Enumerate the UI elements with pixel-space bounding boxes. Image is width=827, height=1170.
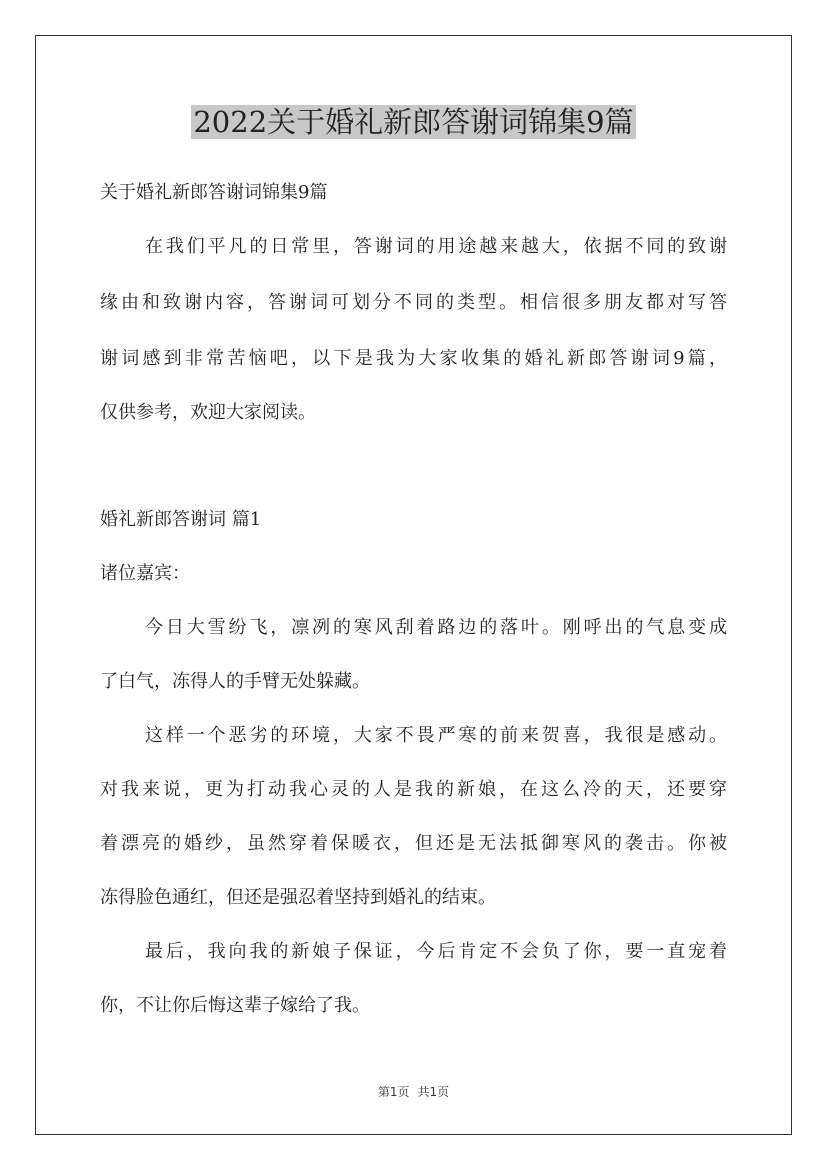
paragraph-line: 最后，我向我的新娘子保证，今后肯定不会负了你，要一直宠着: [145, 941, 727, 962]
page-number: 第1页: [377, 1085, 410, 1099]
paragraph-line: 今日大雪纷飞，凛冽的寒风刮着路边的落叶。刚呼出的气息变成: [145, 617, 727, 638]
salutation: 诸位嘉宾：: [100, 563, 190, 584]
paragraph-line: 你，不让你后悔这辈子嫁给了我。: [100, 995, 370, 1016]
page-footer: [0, 1084, 827, 1100]
paragraph-line: 冻得脸色通红，但还是强忍着坚持到婚礼的结束。: [100, 887, 496, 908]
intro-line: 在我们平凡的日常里，答谢词的用途越来越大，依据不同的致谢: [145, 236, 727, 257]
page-total: 共1页: [417, 1085, 450, 1099]
paragraph-line: 对我来说，更为打动我心灵的人是我的新娘，在这么冷的天，还要穿: [100, 779, 727, 800]
intro-line: 仅供参考，欢迎大家阅读。: [100, 402, 316, 423]
intro-line: 缘由和致谢内容，答谢词可划分不同的类型。相信很多朋友都对写答: [100, 292, 727, 313]
paragraph-line: 着漂亮的婚纱，虽然穿着保暖衣，但还是无法抵御寒风的袭击。你被: [100, 833, 727, 854]
intro-line: 谢词感到非常苦恼吧，以下是我为大家收集的婚礼新郎答谢词9篇，: [100, 348, 727, 369]
paragraph-line: 了白气，冻得人的手臂无处躲藏。: [100, 671, 370, 692]
document-title: [0, 102, 827, 142]
paragraph-line: 这样一个恶劣的环境，大家不畏严寒的前来贺喜，我很是感动。: [145, 725, 727, 746]
document-subtitle: 关于婚礼新郎答谢词锦集9篇: [100, 182, 328, 203]
document-title-text: 2022关于婚礼新郎答谢词锦集9篇: [193, 105, 634, 139]
section-heading: 婚礼新郎答谢词 篇1: [100, 509, 262, 530]
